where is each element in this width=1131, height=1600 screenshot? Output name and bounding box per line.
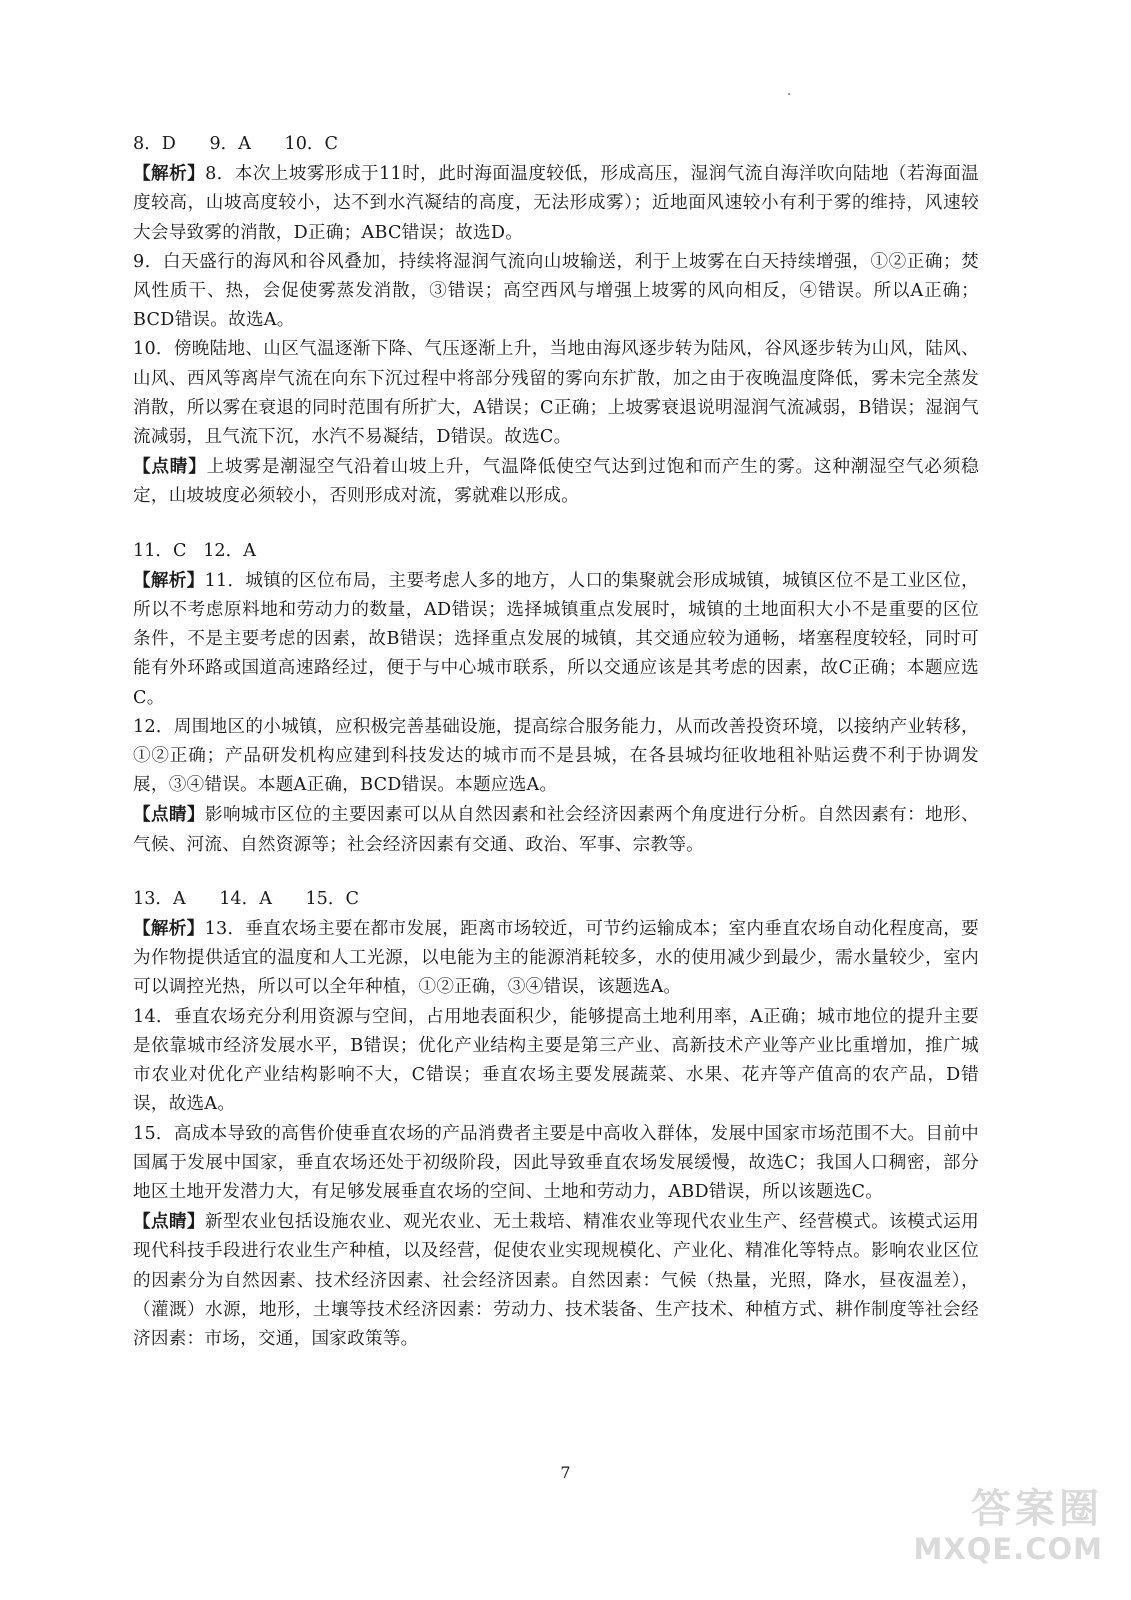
answer-section-8-10 bbox=[133, 130, 979, 512]
paragraph-text: 12．周围地区的小城镇，应积极完善基础设施，提高综合服务能力，从而改善投资环境，以接纳产业转移，①②正确；产品研发机构应建到科技发达的城市而不是县城，在各县城均征收地租补贴运费不利于协调发展，③④错误。本题A正确，BCD错误。本题应选A。 bbox=[133, 716, 979, 796]
scan-dot bbox=[788, 93, 790, 95]
paragraph-text: 15．高成本导致的高售价使垂直农场的产品消费者主要是中高收入群体，发展中国家市场范围不大。目前中国属于发展中国家，垂直农场还处于初级阶段，因此导致垂直农场发展缓慢，故选C；我国人口稠密，部分地区土地开发潜力大，有足够发展垂直农场的空间、土地和劳动力，ABD错误，所以该题选C。 bbox=[133, 1123, 979, 1202]
note-paragraph bbox=[133, 800, 979, 859]
analysis-paragraph bbox=[133, 566, 979, 713]
watermark-logo bbox=[898, 1486, 1103, 1578]
analysis-paragraph bbox=[133, 914, 979, 1003]
answer-key: 13．A 14．A 15．C bbox=[133, 888, 359, 909]
answer-key: 8．D 9．A 10．C bbox=[133, 134, 338, 154]
watermark-url: MXQE.COM bbox=[913, 1532, 1103, 1566]
paragraph-text: 14．垂直农场充分利用资源与空间，占用地表面积少，能够提高土地利用率，A正确；城市地位的提升主要是依靠城市经济发展水平，B错误；优化产业结构主要是第三产业、高新技术产业等产业比重增加，推广城市农业对优化产业结构影响不大，C错误；垂直农场主要发展蔬菜、水果、花卉等产值高的农产品，D错误，故选A。 bbox=[133, 1006, 979, 1115]
explanation-paragraph bbox=[133, 335, 979, 452]
analysis-tag: 【解析】 bbox=[133, 918, 205, 940]
explanation-paragraph bbox=[133, 248, 979, 336]
note-tag: 【点睛】 bbox=[133, 1211, 206, 1233]
analysis-tag: 【解析】 bbox=[133, 163, 206, 185]
explanation-paragraph bbox=[133, 1120, 979, 1208]
analysis-paragraph bbox=[133, 159, 979, 248]
page-number: 7 bbox=[560, 1463, 571, 1482]
answer-section-11-12 bbox=[133, 537, 979, 860]
explanation-paragraph bbox=[133, 1003, 979, 1120]
watermark-title: 答案圈 bbox=[971, 1486, 1103, 1532]
paragraph-text: 新型农业包括设施农业、观光农业、无土栽培、精准农业等现代农业生产、经营模式。该模式运用现代科技手段进行农业生产种植，以及经营，促使农业实现规模化、产业化、精准化等特点。影响农业区位的因素分为自然因素、技术经济因素、社会经济因素。自然因素：气候（热量，光照，降水，昼夜温差），（灌溉）水源，地形，土壤等技术经济因素：劳动力、技术装备、生产技术、种植方式、耕作制度等社会经济因素：市场，交通，国家政策等。 bbox=[133, 1212, 979, 1349]
analysis-tag: 【解析】 bbox=[133, 569, 205, 591]
paragraph-text: 影响城市区位的主要因素可以从自然因素和社会经济因素两个角度进行分析。自然因素有：地形、气候、河流、自然资源等；社会经济因素有交通、政治、军事、宗教等。 bbox=[133, 805, 979, 855]
answer-section-13-15 bbox=[133, 885, 979, 1354]
answer-key: 11．C 12．A bbox=[133, 540, 256, 561]
paragraph-text: 11．城镇的区位布局，主要考虑人多的地方，人口的集聚就会形成城镇，城镇区位不是工业区位，所以不考虑原料地和劳动力的数量，AD错误；选择城镇重点发展时，城镇的土地面积大小不是重要的区位条件，不是主要考虑的因素，故B错误；选择重点发展的城镇，其交通应较为通畅，堵塞程度较轻，同时可能有外环路或国道高速路经过，便于与中心城市联系，所以交通应该是其考虑的因素，故C正确；本题应选C。 bbox=[133, 570, 979, 708]
paragraph-text: 10．傍晚陆地、山区气温逐渐下降、气压逐渐上升，当地由海风逐步转为陆风，谷风逐步转为山风，陆风、山风、西风等离岸气流在向东下沉过程中将部分残留的雾向东扩散，加之由于夜晚温度降低，雾未完全蒸发消散，所以雾在衰退的同时范围有所扩大，A错误；C正确；上坡雾衰退说明湿润气流减弱，B错误；湿润气流减弱，且气流下沉，水汽不易凝结，D错误。故选C。 bbox=[133, 339, 979, 448]
paragraph-text: 13．垂直农场主要在都市发展，距离市场较近，可节约运输成本；室内垂直农场自动化程度高，要为作物提供适宜的温度和人工光源，以电能为主的能源消耗较多，水的使用减少到最少，需水量较少，室内可以调控光热，所以可以全年种植，①②正确，③④错误，该题选A。 bbox=[133, 919, 979, 998]
paragraph-text: 上坡雾是潮湿空气沿着山坡上升，气温降低使空气达到过饱和而产生的雾。这种潮湿空气必须稳定，山坡坡度必须较小，否则形成对流，雾就难以形成。 bbox=[133, 457, 979, 507]
document-body bbox=[133, 130, 979, 1379]
explanation-paragraph bbox=[133, 713, 979, 801]
note-tag: 【点睛】 bbox=[133, 804, 206, 826]
paragraph-text: 8．本次上坡雾形成于11时，此时海面温度较低，形成高压，湿润气流自海洋吹向陆地（若海面温度较高，山坡高度较小，达不到水汽凝结的高度，无法形成雾）；近地面风速较小有利于雾的维持，风速较大会导致雾的消散，D正确；ABC错误；故选D。 bbox=[133, 164, 979, 243]
paragraph-text: 9．白天盛行的海风和谷风叠加，持续将湿润气流向山坡输送，利于上坡雾在白天持续增强，①②正确；焚风性质干、热，会促使雾蒸发消散，③错误；高空西风与增强上坡雾的风向相反，④错误。所以A正确；BCD错误。故选A。 bbox=[133, 251, 979, 331]
note-paragraph bbox=[133, 452, 979, 511]
note-tag: 【点睛】 bbox=[133, 456, 207, 478]
note-paragraph bbox=[133, 1207, 979, 1354]
